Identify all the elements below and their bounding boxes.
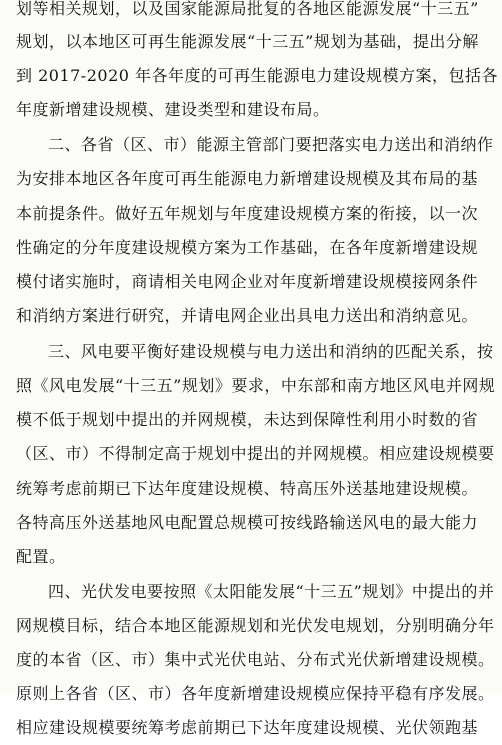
text-line: （区、市）不得制定高于规划中提出的并网规模。相应建设规模要 — [16, 444, 495, 463]
text-line: 模不低于规划中提出的并网规模，未达到保障性利用小时数的省 — [16, 410, 479, 429]
text-line: 为安排本地区各年度可再生能源电力新增建设规模及其布局的基 — [16, 169, 479, 188]
text-line: 年度新增建设规模、建设类型和建设布局。 — [16, 100, 330, 119]
text-line: 二、各省（区、市）能源主管部门要把落实电力送出和消纳作 — [48, 135, 494, 154]
text-line: 照《风电发展“十三五”规划》要求，中东部和南方地区风电并网规 — [16, 376, 496, 395]
text-line: 三、风电要平衡好建设规模与电力送出和消纳的匹配关系，按 — [48, 342, 494, 361]
text-line: 本前提条件。做好五年规划与年度建设规模方案的衔接，以一次 — [16, 204, 479, 223]
text-line: 到 2017-2020 年各年度的可再生能源电力建设规模方案，包括各 — [16, 66, 499, 85]
text-line: 度的本省（区、市）集中式光伏电站、分布式光伏新增建设规模。 — [16, 650, 495, 669]
text-line: 和消纳方案进行研究，并请电网企业出具电力送出和消纳意见。 — [16, 306, 479, 325]
text-line: 统筹考虑前期已下达年度建设规模、特高压外送基地建设规模。 — [16, 479, 479, 498]
text-line: 四、光伏发电要按照《太阳能发展“十三五”规划》中提出的并 — [48, 582, 495, 601]
text-line: 模付诸实施时，商请相关电网企业对年度新增建设规模接网条件 — [16, 272, 479, 291]
text-line: 规划，以本地区可再生能源发展“十三五”规划为基础，提出分解 — [16, 32, 479, 51]
text-line: 各特高压外送基地风电配置总规模可按线路输送风电的最大能力 — [16, 513, 479, 532]
text-line: 划等相关规划，以及国家能源局批复的各地区能源发展“十三五” — [16, 0, 479, 18]
text-line: 性确定的分年度建设规模方案为工作基础，在各年度新增建设规 — [16, 238, 479, 257]
text-line: 网规模目标，结合本地区能源规划和光伏发电规划，分别明确分年 — [16, 616, 495, 635]
text-line: 相应建设规模要统筹考虑前期已下达年度建设规模、光伏领跑基 — [16, 718, 479, 737]
text-line: 配置。 — [16, 547, 66, 566]
text-line: 原则上各省（区、市）各年度新增建设规模应保持平稳有序发展。 — [16, 684, 495, 703]
